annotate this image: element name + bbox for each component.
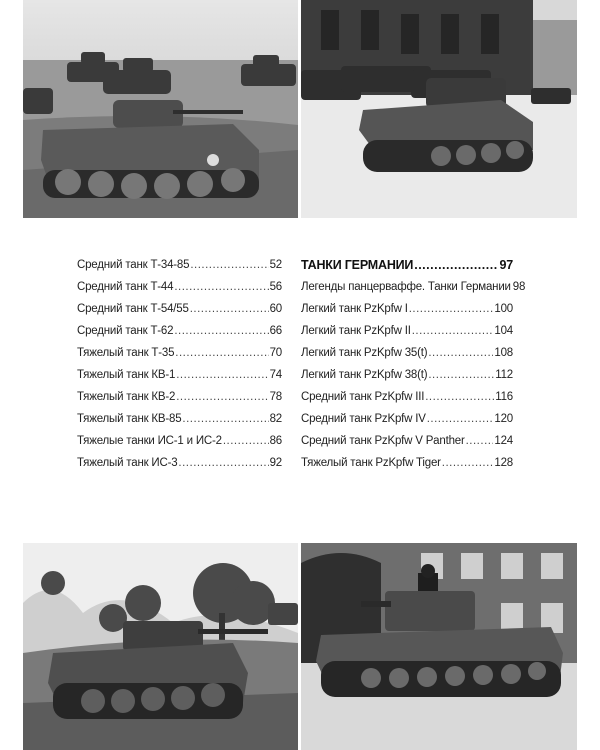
toc-entry[interactable] (77, 298, 282, 320)
toc-entry-title: Средний танк Т-34-85 (77, 259, 190, 271)
toc-entry-page: 92 (269, 457, 282, 469)
toc-entry[interactable] (77, 342, 282, 364)
toc-right-column (301, 254, 526, 474)
toc-entry[interactable] (77, 452, 282, 474)
toc-entry-title: Средний танк Т-62 (77, 325, 174, 337)
toc-entry-title: Тяжелый танк PzKpfw Tiger (301, 457, 441, 469)
toc-entry-title: Средний танк Т-54/55 (77, 303, 189, 315)
toc-entry-page: 66 (269, 325, 282, 337)
toc-leader-dots (190, 298, 269, 320)
toc-entry-title: Легкий танк PzKpfw II (301, 325, 411, 337)
toc-entry-page: 124 (494, 435, 513, 447)
toc-entry[interactable] (77, 364, 282, 386)
toc-entry-title: Легкий танк PzKpfw 38(t) (301, 369, 428, 381)
toc-entry-title: Средний танк PzKpfw IV (301, 413, 426, 425)
toc-entry-page: 52 (269, 259, 282, 271)
toc-left-column (77, 254, 282, 474)
toc-entry-page: 70 (269, 347, 282, 359)
toc-entry[interactable] (301, 276, 526, 298)
toc-leader-dots (427, 408, 494, 430)
toc-entry-title: Тяжелый танк ИС-3 (77, 457, 178, 469)
toc-entry-title: Тяжелый танк КВ-85 (77, 413, 182, 425)
toc-leader-dots (223, 430, 269, 452)
toc-entry-page: 98 (512, 281, 526, 293)
toc-entry-page: 86 (269, 435, 282, 447)
toc-entry-page: 112 (495, 369, 513, 381)
toc-entry-page: 128 (494, 457, 513, 469)
toc-entry[interactable] (301, 320, 513, 342)
toc-leader-dots (174, 276, 268, 298)
toc-entry-title: Тяжелые танки ИС-1 и ИС-2 (77, 435, 222, 447)
toc-entry[interactable] (301, 452, 513, 474)
toc-leader-dots (425, 386, 494, 408)
toc-entry[interactable] (301, 342, 513, 364)
toc-entry-title: Тяжелый танк КВ-1 (77, 369, 176, 381)
toc-entry-title: Тяжелый танк Т-35 (77, 347, 175, 359)
toc-section-title: ТАНКИ ГЕРМАНИИ (301, 258, 414, 272)
toc-leader-dots (428, 364, 494, 386)
photo-tiger-forest (23, 543, 298, 750)
toc-section-page: 97 (499, 258, 513, 272)
toc-leader-dots (412, 320, 494, 342)
toc-entry-page: 100 (494, 303, 513, 315)
toc-section-heading[interactable] (301, 254, 513, 276)
toc-entry[interactable] (77, 320, 282, 342)
toc-entry-page: 74 (269, 369, 282, 381)
toc-entry-page: 60 (269, 303, 282, 315)
toc-entry[interactable] (77, 408, 282, 430)
photo-pz4-street (301, 543, 577, 750)
toc-entry-page: 104 (494, 325, 513, 337)
toc-entry[interactable] (301, 408, 513, 430)
toc-leader-dots (175, 342, 268, 364)
toc-leader-dots (428, 342, 493, 364)
toc-entry[interactable] (301, 430, 513, 452)
toc-leader-dots (178, 452, 268, 474)
toc-leader-dots (466, 430, 494, 452)
toc-entry-page: 120 (494, 413, 513, 425)
toc-leader-dots (182, 408, 268, 430)
toc-leader-dots (414, 254, 498, 276)
toc-entry[interactable] (77, 430, 282, 452)
toc-entry-title: Легкий танк PzKpfw 35(t) (301, 347, 428, 359)
toc-entry-title: Средний танк PzKpfw III (301, 391, 425, 403)
toc-entry-title: Тяжелый танк КВ-2 (77, 391, 176, 403)
toc-entry[interactable] (301, 386, 513, 408)
toc-entry-title: Легенды панцерваффе. Танки Германии (301, 281, 511, 293)
toc-entry[interactable] (77, 276, 282, 298)
photo-bt-tanks-field (23, 0, 298, 218)
toc-entry-page: 116 (495, 391, 513, 403)
toc-leader-dots (442, 452, 494, 474)
toc-leader-dots (190, 254, 268, 276)
photo-t26-parade (301, 0, 577, 218)
toc-leader-dots (174, 320, 268, 342)
toc-leader-dots (176, 364, 268, 386)
toc-entry-title: Средний танк Т-44 (77, 281, 174, 293)
toc-entry[interactable] (77, 386, 282, 408)
toc-entry[interactable] (301, 298, 513, 320)
toc-entry-page: 82 (269, 413, 282, 425)
toc-entry-page: 56 (269, 281, 282, 293)
toc-entry[interactable] (301, 364, 513, 386)
toc-entry-title: Средний танк PzKpfw V Panther (301, 435, 465, 447)
toc-leader-dots (176, 386, 268, 408)
toc-entry-title: Легкий танк PzKpfw I (301, 303, 408, 315)
toc-entry[interactable] (77, 254, 282, 276)
toc-entry-page: 78 (269, 391, 282, 403)
toc-entry-page: 108 (494, 347, 513, 359)
toc-leader-dots (409, 298, 494, 320)
